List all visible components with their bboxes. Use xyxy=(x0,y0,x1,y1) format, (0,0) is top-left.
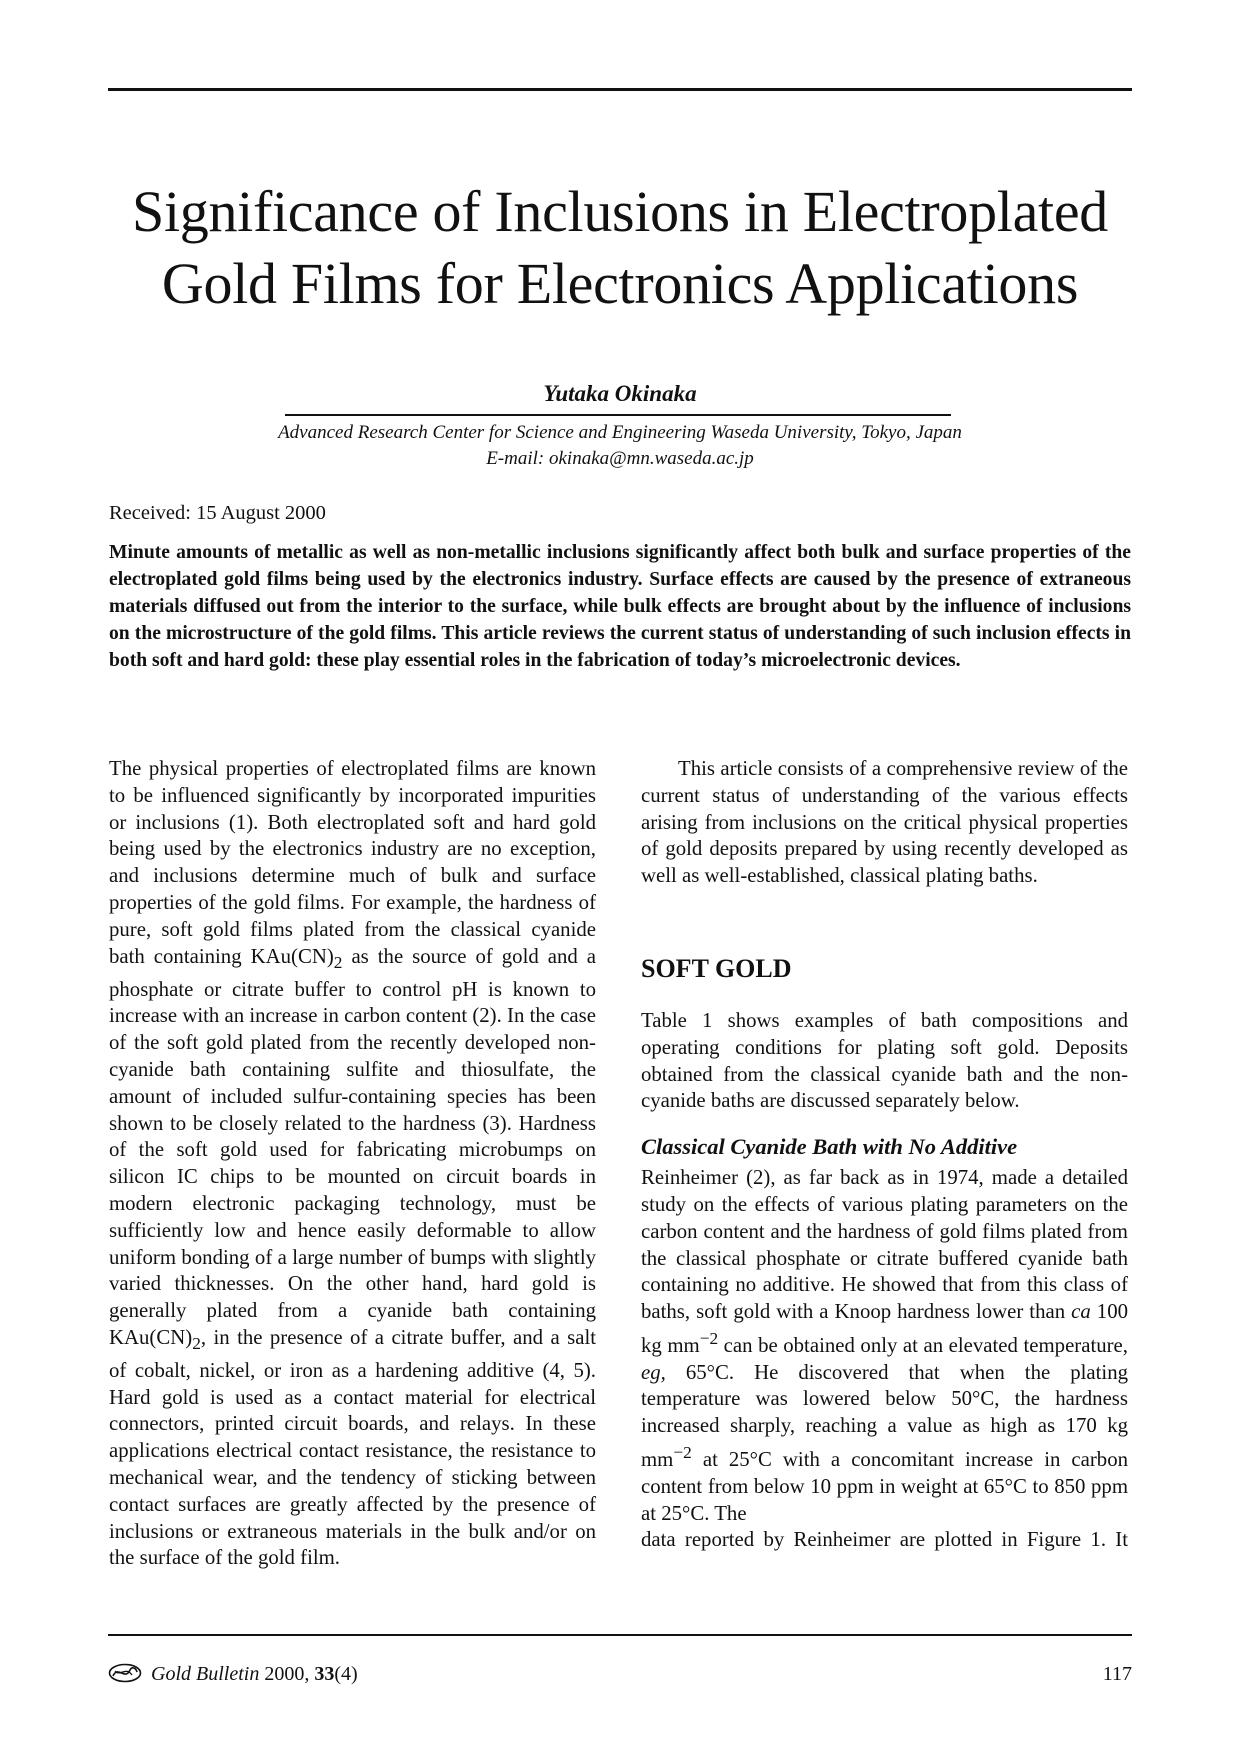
cyanide-text-3: can be obtained only at an elevated temperature, xyxy=(718,1333,1128,1357)
title-line-1: Significance of Inclusions in Electroplated xyxy=(131,179,1109,244)
section-heading-soft-gold: SOFT GOLD xyxy=(641,953,792,983)
italic-eg: eg, xyxy=(641,1360,666,1384)
review-scope-paragraph: This article consists of a comprehensive review of the current status of understanding of the various effects arising from inclusions on the critical physical properties of gold deposits prepared by using recently developed as well as well-established, classical plating baths. xyxy=(641,757,1128,888)
intro-text-2: as the source of gold and a phosphate or citrate buffer to control pH is known to increase with an increase in carbon content (2). In the case of the soft gold plated from the recently developed non-cyanide bath containing sulfite and thiosulfate, the amount of included sulfur-containing species has been shown to be closely related to the hardness (3). Hardness of the soft gold used for fabricating microbumps on silicon IC chips to be mounted on circuit boards in modern electronic packaging technology, must be sufficiently low and hence easily deformable to allow uniform bonding of a large number of bumps with slightly varied thicknesses. On the other hand, hard gold is generally plated from a cyanide bath containing KAu(CN) xyxy=(109,944,597,1349)
cyanide-text-1: Reinheimer (2), as far back as in 1974, made a detailed study on the effects of various plating parameters on the carbon content and the hardness of gold films plated from the classical phosphate or citrate buffered cyanide bath containing no additive. He showed that from this class of baths, soft gold with a Knoop hardness lower than xyxy=(641,1166,1128,1324)
cyanide-bath-paragraph xyxy=(641,1165,1128,1554)
journal-volume: 33 xyxy=(314,1663,335,1685)
right-column xyxy=(641,756,1128,1554)
cyanide-text-last-line: data reported by Reinheimer are plotted in Figure 1. It xyxy=(641,1528,1128,1552)
intro-text-1: The physical properties of electroplated films are known to be influenced significantly by incorporated impurities or inclusions (1). Both electroplated soft and hard gold being used by the electronics industry are no exception, and inclusions determine much of bulk and surface properties of the gold films. For example, the hardness of pure, soft gold films plated from the classical cyanide bath containing KAu(CN) xyxy=(109,757,596,968)
affiliation: Advanced Research Center for Science and Engineering Waseda University, Tokyo, Japan xyxy=(278,422,962,443)
superscript-minus-2: −2 xyxy=(673,1443,692,1463)
received-date: Received: 15 August 2000 xyxy=(109,502,326,524)
paper-title xyxy=(108,176,1132,320)
journal-year: 2000, xyxy=(259,1663,315,1685)
header-rule xyxy=(108,88,1132,91)
footer-rule xyxy=(108,1634,1132,1636)
superscript-minus-2: −2 xyxy=(699,1328,719,1348)
journal-logo-icon xyxy=(108,1663,142,1683)
abstract: Minute amounts of metallic as well as non-metallic inclusions significantly affect both bulk and surface properties of the electroplated gold films being used by the electronics industry. Surface effects are caused by the presence of extraneous materials diffused out from the interior to the surface, while bulk effects are brought about by the influence of inclusions on the microstructure of the gold films. This article reviews the current status of understanding of such inclusion effects in both soft and hard gold: these play essential roles in the fabrication of today’s microelectronic devices. xyxy=(109,542,1131,671)
soft-gold-intro-paragraph: Table 1 shows examples of bath compositions and operating conditions for plating soft gold. Deposits obtained from the classical cyanide bath and the non-cyanide baths are discussed separately below. xyxy=(641,1008,1128,1113)
title-line-2: Gold Films for Electronics Applications xyxy=(161,251,1079,316)
cyanide-text-4: 65°C. He discovered that when the plating temperature was lowered below 50°C, the hardness increased sharply, reaching a value as high as 170 kg mm xyxy=(641,1360,1128,1471)
author-name: Yutaka Okinaka xyxy=(543,381,697,406)
intro-text-3: , in the presence of a citrate buffer, and a salt of cobalt, nickel, or iron as a hardening additive (4, 5). Hard gold is used as a contact material for electrical connectors, printed circuit boards, and relays. In these applications electrical contact resistance, the resistance to mechanical wear, and the tendency of sticking between contact surfaces are greatly affected by the presence of inclusions or extraneous materials in the bulk and/or on the surface of the gold film. xyxy=(109,1325,596,1570)
page-number: 117 xyxy=(1102,1663,1132,1685)
left-column xyxy=(109,756,596,1572)
affiliation-block xyxy=(230,420,1010,472)
author-email: E-mail: okinaka@mn.waseda.ac.jp xyxy=(486,448,754,469)
journal-citation xyxy=(151,1660,358,1688)
journal-issue: (4) xyxy=(334,1663,358,1685)
author-rule xyxy=(285,414,951,416)
subscript-2: 2 xyxy=(192,1334,201,1354)
subsection-heading-cyanide-bath: Classical Cyanide Bath with No Additive xyxy=(641,1134,1018,1160)
italic-ca: ca xyxy=(1071,1300,1091,1324)
subscript-2: 2 xyxy=(333,952,343,972)
journal-name: Gold Bulletin xyxy=(151,1663,260,1685)
cyanide-text-5: at 25°C with a concomitant increase in carbon content from below 10 ppm in weight at 65°C to 850 ppm at 25°C. The xyxy=(641,1447,1128,1525)
cyanide-text-2: 100 kg mm xyxy=(641,1300,1128,1357)
intro-paragraph xyxy=(109,756,596,1572)
